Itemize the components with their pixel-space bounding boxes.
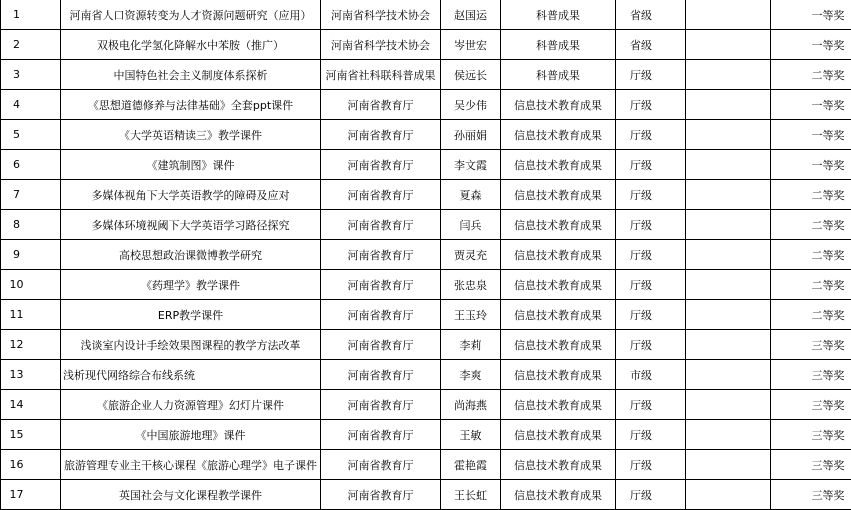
achievement-title-cell: 高校思想政治课微博教学研究 — [61, 240, 321, 270]
achievement-title-cell: 《中国旅游地理》课件 — [61, 420, 321, 450]
achievement-type-cell: 信息技术教育成果 — [501, 360, 616, 390]
level-cell: 厅级 — [616, 270, 686, 300]
issuing-unit-cell: 河南省教育厅 — [321, 300, 441, 330]
author-cell: 岑世宏 — [441, 30, 501, 60]
table-row — [1, 330, 851, 360]
issuing-unit-cell: 河南省科学技术协会 — [321, 0, 441, 30]
table-row — [1, 240, 851, 270]
table-row — [1, 270, 851, 300]
issuing-unit-cell: 河南省社科联科普成果 — [321, 60, 441, 90]
blank-cell — [686, 270, 771, 300]
award-cell: 三等奖 — [771, 420, 851, 450]
level-cell: 厅级 — [616, 420, 686, 450]
award-cell: 二等奖 — [771, 300, 851, 330]
blank-cell — [686, 150, 771, 180]
row-number-cell: 10 — [1, 270, 61, 300]
blank-cell — [686, 390, 771, 420]
issuing-unit-cell: 河南省教育厅 — [321, 270, 441, 300]
award-cell: 三等奖 — [771, 450, 851, 480]
achievement-type-cell: 科普成果 — [501, 30, 616, 60]
blank-cell — [686, 0, 771, 30]
award-cell: 二等奖 — [771, 210, 851, 240]
achievement-type-cell: 信息技术教育成果 — [501, 150, 616, 180]
achievement-type-cell: 信息技术教育成果 — [501, 300, 616, 330]
row-number-cell: 8 — [1, 210, 61, 240]
achievement-title-cell: 《思想道德修养与法律基础》全套ppt课件 — [61, 90, 321, 120]
table-row — [1, 480, 851, 510]
achievement-title-cell: 浅析现代网络综合布线系统 — [61, 360, 321, 390]
award-cell: 二等奖 — [771, 240, 851, 270]
author-cell: 赵国运 — [441, 0, 501, 30]
table-row — [1, 0, 851, 30]
row-number-cell: 12 — [1, 330, 61, 360]
row-number-cell: 6 — [1, 150, 61, 180]
achievement-title-cell: ERP教学课件 — [61, 300, 321, 330]
award-cell: 二等奖 — [771, 60, 851, 90]
achievement-type-cell: 信息技术教育成果 — [501, 480, 616, 510]
award-cell: 一等奖 — [771, 120, 851, 150]
issuing-unit-cell: 河南省教育厅 — [321, 240, 441, 270]
issuing-unit-cell: 河南省教育厅 — [321, 180, 441, 210]
achievement-title-cell: 多媒体视角下大学英语教学的障碍及应对 — [61, 180, 321, 210]
row-number-cell: 11 — [1, 300, 61, 330]
issuing-unit-cell: 河南省科学技术协会 — [321, 30, 441, 60]
table-row — [1, 180, 851, 210]
table-row — [1, 60, 851, 90]
blank-cell — [686, 30, 771, 60]
row-number-cell: 3 — [1, 60, 61, 90]
blank-cell — [686, 360, 771, 390]
achievement-title-cell: 浅谈室内设计手绘效果图课程的教学方法改革 — [61, 330, 321, 360]
table-row — [1, 450, 851, 480]
level-cell: 厅级 — [616, 150, 686, 180]
award-cell: 一等奖 — [771, 150, 851, 180]
row-number-cell: 9 — [1, 240, 61, 270]
level-cell: 省级 — [616, 30, 686, 60]
level-cell: 厅级 — [616, 90, 686, 120]
achievement-title-cell: 《大学英语精读三》教学课件 — [61, 120, 321, 150]
achievement-title-cell: 英国社会与文化课程教学课件 — [61, 480, 321, 510]
issuing-unit-cell: 河南省教育厅 — [321, 360, 441, 390]
row-number-cell: 15 — [1, 420, 61, 450]
author-cell: 王敏 — [441, 420, 501, 450]
award-cell: 三等奖 — [771, 480, 851, 510]
author-cell: 霍艳霞 — [441, 450, 501, 480]
issuing-unit-cell: 河南省教育厅 — [321, 390, 441, 420]
level-cell: 厅级 — [616, 300, 686, 330]
achievement-title-cell: 双极电化学氢化降解水中苯胺（推广） — [61, 30, 321, 60]
issuing-unit-cell: 河南省教育厅 — [321, 450, 441, 480]
row-number-cell: 4 — [1, 90, 61, 120]
level-cell: 省级 — [616, 0, 686, 30]
achievement-type-cell: 信息技术教育成果 — [501, 420, 616, 450]
achievement-type-cell: 信息技术教育成果 — [501, 270, 616, 300]
award-cell: 二等奖 — [771, 270, 851, 300]
award-cell: 三等奖 — [771, 360, 851, 390]
table-row — [1, 30, 851, 60]
issuing-unit-cell: 河南省教育厅 — [321, 150, 441, 180]
row-number-cell: 14 — [1, 390, 61, 420]
table-row — [1, 120, 851, 150]
author-cell: 李爽 — [441, 360, 501, 390]
blank-cell — [686, 120, 771, 150]
author-cell: 李莉 — [441, 330, 501, 360]
author-cell: 侯远长 — [441, 60, 501, 90]
row-number-cell: 1 — [1, 0, 61, 30]
achievement-type-cell: 信息技术教育成果 — [501, 120, 616, 150]
blank-cell — [686, 90, 771, 120]
row-number-cell: 16 — [1, 450, 61, 480]
author-cell: 王长虹 — [441, 480, 501, 510]
blank-cell — [686, 210, 771, 240]
row-number-cell: 13 — [1, 360, 61, 390]
blank-cell — [686, 180, 771, 210]
issuing-unit-cell: 河南省教育厅 — [321, 480, 441, 510]
row-number-cell: 7 — [1, 180, 61, 210]
level-cell: 厅级 — [616, 240, 686, 270]
achievement-title-cell: 多媒体环境视阈下大学英语学习路径探究 — [61, 210, 321, 240]
achievement-type-cell: 信息技术教育成果 — [501, 210, 616, 240]
row-number-cell: 2 — [1, 30, 61, 60]
blank-cell — [686, 330, 771, 360]
achievement-title-cell: 旅游管理专业主干核心课程《旅游心理学》电子课件 — [61, 450, 321, 480]
achievement-title-cell: 中国特色社会主义制度体系探析 — [61, 60, 321, 90]
level-cell: 厅级 — [616, 120, 686, 150]
achievement-type-cell: 信息技术教育成果 — [501, 450, 616, 480]
achievement-title-cell: 河南省人口资源转变为人才资源问题研究（应用） — [61, 0, 321, 30]
achievement-type-cell: 科普成果 — [501, 0, 616, 30]
table-row — [1, 90, 851, 120]
level-cell: 市级 — [616, 360, 686, 390]
author-cell: 张忠泉 — [441, 270, 501, 300]
author-cell: 王玉玲 — [441, 300, 501, 330]
table-row — [1, 150, 851, 180]
author-cell: 孙丽娟 — [441, 120, 501, 150]
achievement-title-cell: 《建筑制图》课件 — [61, 150, 321, 180]
blank-cell — [686, 450, 771, 480]
table-row — [1, 300, 851, 330]
issuing-unit-cell: 河南省教育厅 — [321, 420, 441, 450]
level-cell: 厅级 — [616, 180, 686, 210]
level-cell: 厅级 — [616, 210, 686, 240]
table-row — [1, 360, 851, 390]
award-cell: 一等奖 — [771, 30, 851, 60]
table-row — [1, 390, 851, 420]
row-number-cell: 17 — [1, 480, 61, 510]
level-cell: 厅级 — [616, 60, 686, 90]
achievement-type-cell: 信息技术教育成果 — [501, 240, 616, 270]
issuing-unit-cell: 河南省教育厅 — [321, 210, 441, 240]
level-cell: 厅级 — [616, 450, 686, 480]
issuing-unit-cell: 河南省教育厅 — [321, 120, 441, 150]
award-cell: 一等奖 — [771, 0, 851, 30]
achievement-type-cell: 科普成果 — [501, 60, 616, 90]
row-number-cell: 5 — [1, 120, 61, 150]
author-cell: 李文霞 — [441, 150, 501, 180]
award-cell: 一等奖 — [771, 90, 851, 120]
author-cell: 贾灵充 — [441, 240, 501, 270]
table-row — [1, 210, 851, 240]
blank-cell — [686, 60, 771, 90]
achievement-type-cell: 信息技术教育成果 — [501, 390, 616, 420]
award-cell: 二等奖 — [771, 180, 851, 210]
blank-cell — [686, 300, 771, 330]
award-cell: 三等奖 — [771, 330, 851, 360]
level-cell: 厅级 — [616, 330, 686, 360]
table-row — [1, 420, 851, 450]
issuing-unit-cell: 河南省教育厅 — [321, 90, 441, 120]
achievement-title-cell: 《旅游企业人力资源管理》幻灯片课件 — [61, 390, 321, 420]
blank-cell — [686, 480, 771, 510]
blank-cell — [686, 420, 771, 450]
achievement-type-cell: 信息技术教育成果 — [501, 330, 616, 360]
author-cell: 闫兵 — [441, 210, 501, 240]
author-cell: 夏森 — [441, 180, 501, 210]
issuing-unit-cell: 河南省教育厅 — [321, 330, 441, 360]
level-cell: 厅级 — [616, 480, 686, 510]
author-cell: 吴少伟 — [441, 90, 501, 120]
author-cell: 尚海燕 — [441, 390, 501, 420]
achievement-type-cell: 信息技术教育成果 — [501, 90, 616, 120]
achievement-type-cell: 信息技术教育成果 — [501, 180, 616, 210]
blank-cell — [686, 240, 771, 270]
award-cell: 三等奖 — [771, 390, 851, 420]
achievement-title-cell: 《药理学》教学课件 — [61, 270, 321, 300]
level-cell: 厅级 — [616, 390, 686, 420]
